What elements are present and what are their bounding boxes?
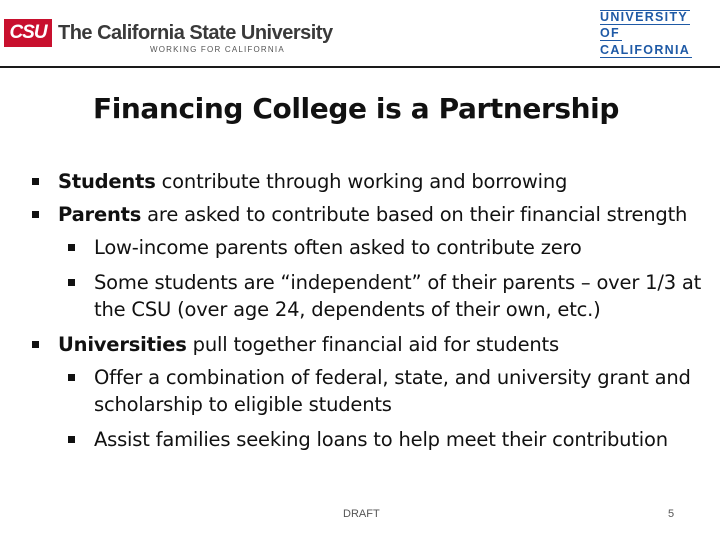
header-divider xyxy=(0,66,720,68)
sub-bullet-loans: Assist families seeking loans to help meet their contribution xyxy=(30,426,710,453)
sub-bullet-low-income: Low-income parents often asked to contribute zero xyxy=(30,234,710,261)
csu-logo-mark: CSU xyxy=(4,19,52,47)
bullet-parents: Parents are asked to contribute based on their financial strength xyxy=(30,201,710,228)
csu-logo xyxy=(4,18,333,48)
square-bullet-icon xyxy=(32,211,39,218)
square-bullet-icon xyxy=(68,244,75,251)
slide-title: Financing College is a Partnership xyxy=(92,92,620,125)
uc-logo xyxy=(600,10,692,58)
csu-tagline: WORKING FOR CALIFORNIA xyxy=(150,45,285,54)
bullet-list xyxy=(30,168,710,461)
uc-logo-line: OF xyxy=(600,26,620,40)
page-number: 5 xyxy=(668,508,675,520)
square-bullet-icon xyxy=(68,279,75,286)
csu-name: The California State University xyxy=(58,21,333,44)
square-bullet-icon xyxy=(68,436,75,443)
square-bullet-icon xyxy=(32,178,39,185)
uc-logo-line: CALIFORNIA xyxy=(600,42,691,57)
square-bullet-icon xyxy=(32,341,39,348)
footer-draft-label: DRAFT xyxy=(343,508,380,520)
sub-bullet-combination: Offer a combination of federal, state, and university grant and scholarship to eligible students xyxy=(30,364,710,418)
sub-bullet-independent: Some students are “independent” of their parents – over 1/3 at the CSU (over age 24, dependents of their own, etc.) xyxy=(30,269,710,323)
square-bullet-icon xyxy=(68,374,75,381)
bullet-students: Students contribute through working and borrowing xyxy=(30,168,710,195)
bullet-universities: Universities pull together financial aid for students xyxy=(30,331,710,358)
uc-logo-line: UNIVERSITY xyxy=(600,10,689,24)
